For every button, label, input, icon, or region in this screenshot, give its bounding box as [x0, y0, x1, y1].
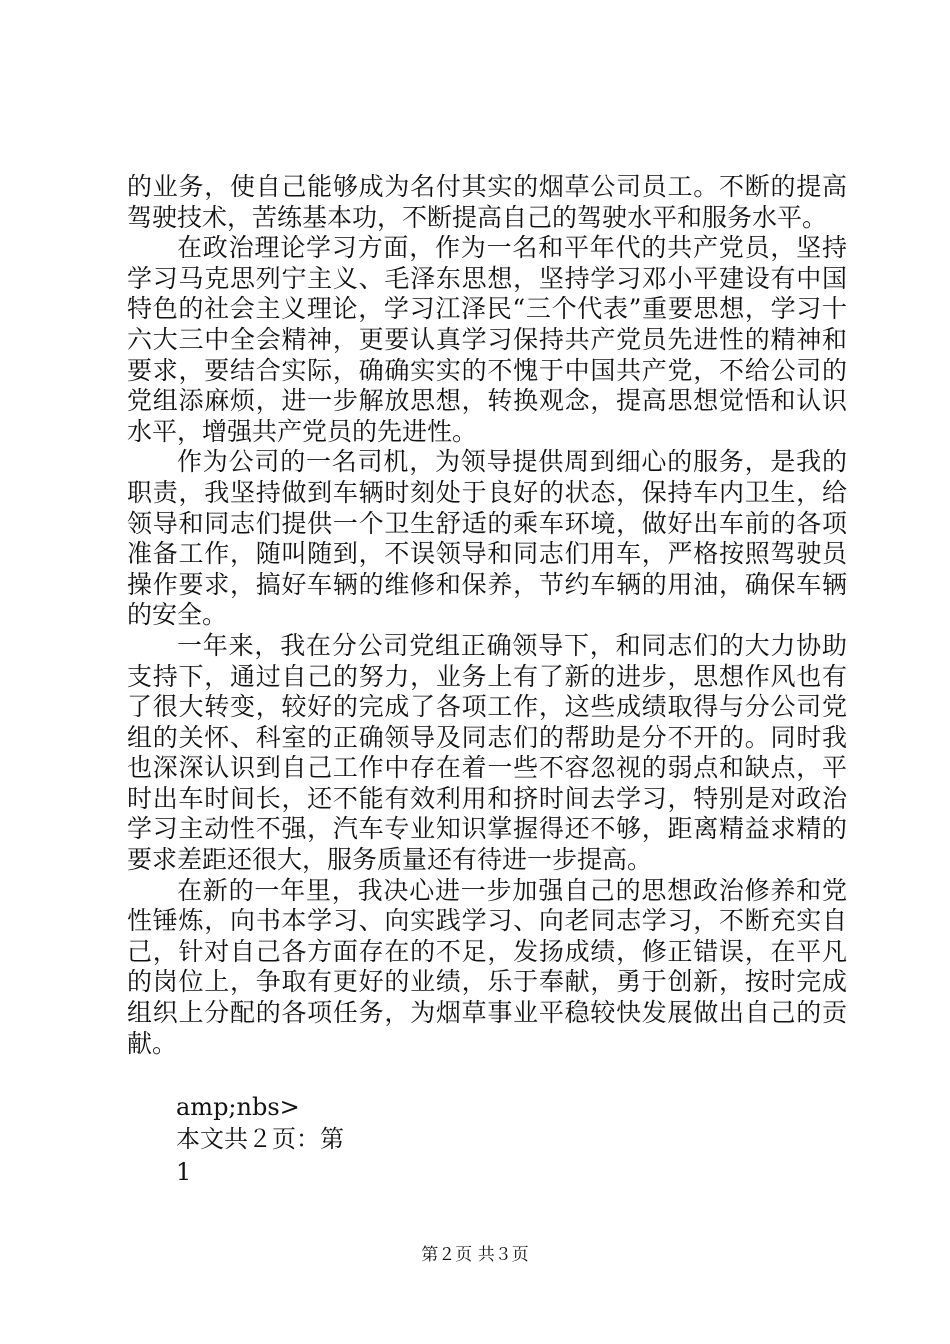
document-body — [127, 172, 847, 1059]
paragraph-political-study: 在政治理论学习方面，作为一名和平年代的共产党员，坚持学习马克思列宁主义、毛泽东思想，坚持学习邓小平建设有中国特色的社会主义理论，学习江泽民“三个代表”重要思想，学习十六大三中全会精神，更要认真学习保持共产党员先进性的精神和要求，要结合实际，确确实实的不愧于中国共产党，不给公司的党组添麻烦，进一步解放思想，转换观念，提高思想觉悟和认识水平，增强共产党员的先进性。 — [127, 233, 847, 446]
tail-line-page-number: 1 — [176, 1158, 192, 1186]
paragraph-continued: 的业务，使自己能够成为名付其实的烟草公司员工。不断的提高驾驶技术，苦练基本功，不断提高自己的驾驶水平和服务水平。 — [127, 172, 847, 232]
paragraph-year-review: 一年来，我在分公司党组正确领导下，和同志们的大力协助支持下，通过自己的努力，业务上有了新的进步，思想作风也有了很大转变，较好的完成了各项工作，这些成绩取得与分公司党组的关怀、科室的正确领导及同志们的帮助是分不开的。同时我也深深认识到自己工作中存在着一些不容忽视的弱点和缺点，平时出车时间长，还不能有效利用和挤时间去学习，特别是对政治学习主动性不强，汽车专业知识掌握得还不够，距离精益求精的要求差距还很大，服务质量还有待进一步提高。 — [127, 630, 847, 875]
tail-line-page-count: 本文共２页：第 — [176, 1125, 344, 1153]
tail-line-artifact: amp;nbs> — [176, 1093, 300, 1121]
paragraph-new-year-plan: 在新的一年里，我决心进一步加强自己的思想政治修养和党性锤炼，向书本学习、向实践学习、向老同志学习，不断充实自己，针对自己各方面存在的不足，发扬成绩，修正错误，在平凡的岗位上，争取有更好的业绩，乐于奉献，勇于创新，按时完成组织上分配的各项任务，为烟草事业平稳较快发展做出自己的贡献。 — [127, 875, 847, 1058]
page-footer: 第２页 共３页 — [421, 1245, 529, 1265]
paragraph-driver-duty: 作为公司的一名司机，为领导提供周到细心的服务，是我的职责，我坚持做到车辆时刻处于良好的状态，保持车内卫生，给领导和同志们提供一个卫生舒适的乘车环境，做好出车前的各项准备工作，随叫随到，不误领导和同志们用车，严格按照驾驶员操作要求，搞好车辆的维修和保养，节约车辆的用油，确保车辆的安全。 — [127, 447, 847, 630]
